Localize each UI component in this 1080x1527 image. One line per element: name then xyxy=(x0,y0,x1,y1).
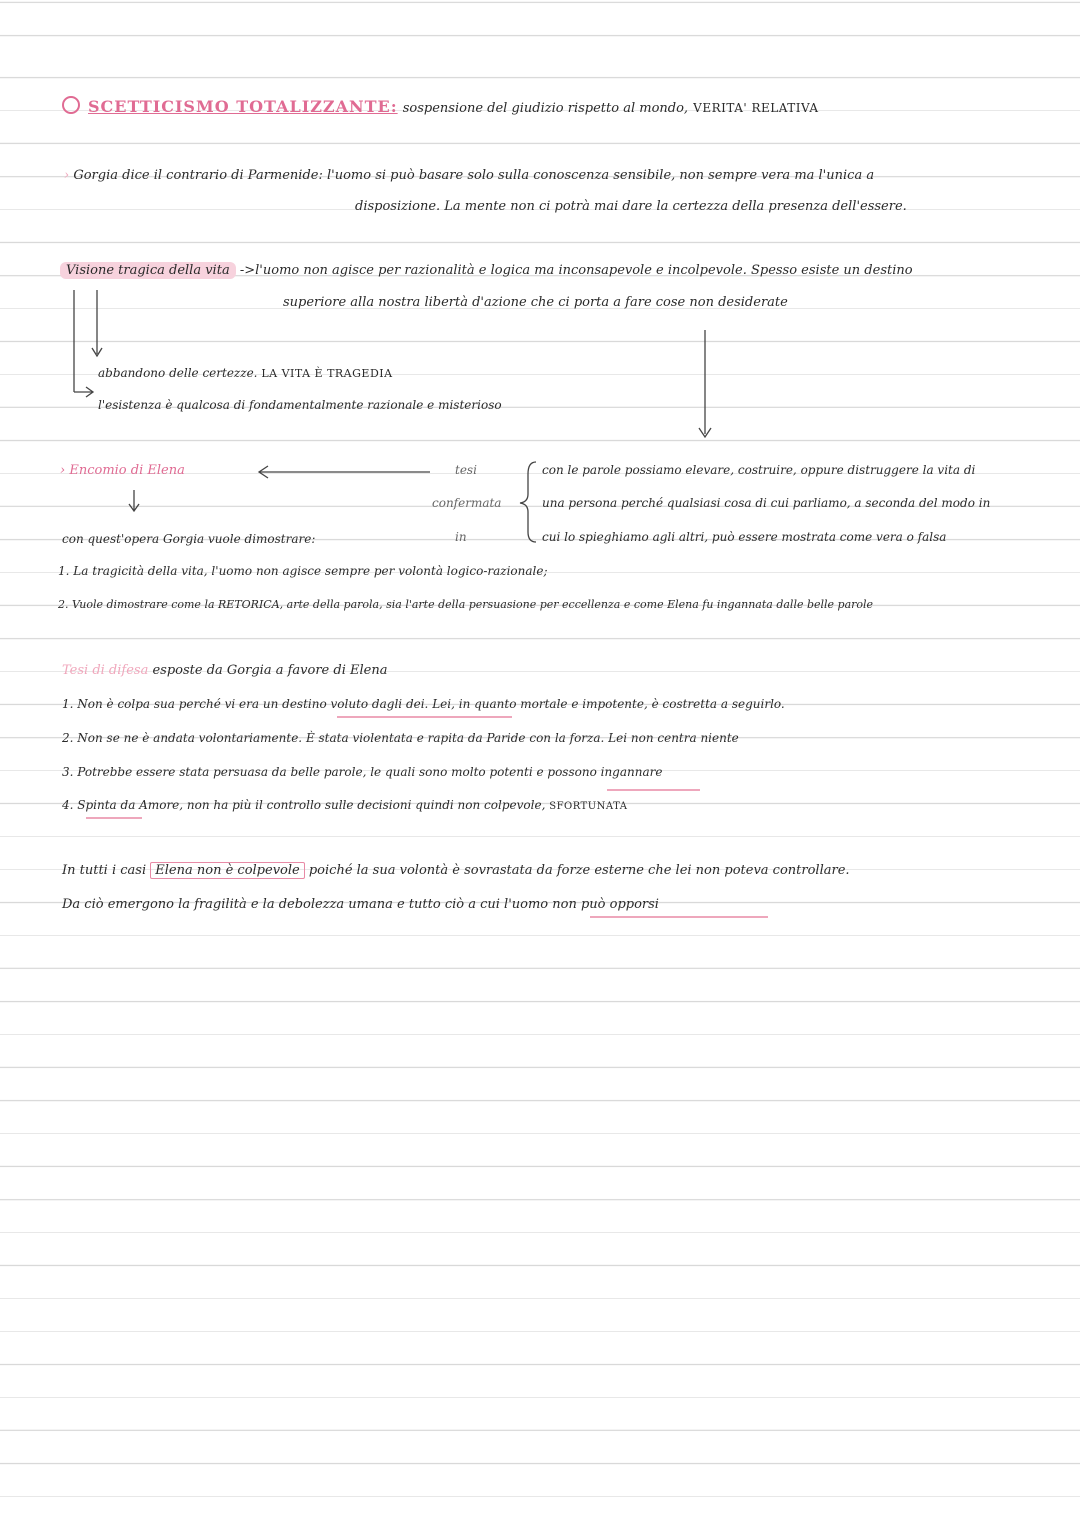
branch-1-caps: LA VITA È TRAGEDIA xyxy=(261,367,393,380)
arrow-icon: -> xyxy=(239,263,256,278)
conclusione-line-1 xyxy=(62,863,850,878)
gorgia-text-1: Gorgia dice il contrario di Parmenide: l'uomo si può basare solo sulla conoscenza sensibile, non sempre vera ma l'unica a xyxy=(73,168,875,183)
difesa-title-rest: esposte da Gorgia a favore di Elena xyxy=(152,663,388,678)
difesa-title-pink: Tesi di difesa xyxy=(62,663,149,678)
encomio-intro: con quest'opera Gorgia vuole dimostrare: xyxy=(62,532,316,546)
bullet-circle-icon xyxy=(62,96,80,114)
conclusione-pre: In tutti i casi xyxy=(62,863,147,878)
difesa-item-3: 3. Potrebbe essere stata persuasa da belle parole, le quali sono molto potenti e possono ingannare xyxy=(62,765,663,779)
encomio-right-2: una persona perché qualsiasi cosa di cui parliamo, a seconda del modo in xyxy=(542,496,991,510)
section-subtitle-caps: VERITA' RELATIVA xyxy=(693,101,819,115)
section-heading-row xyxy=(62,96,819,116)
branch-1-text: abbandono delle certezze. xyxy=(98,366,258,380)
encomio-right-1: con le parole possiamo elevare, costruire, oppure distruggere la vita di xyxy=(542,463,976,477)
difesa-item-4 xyxy=(62,798,627,812)
conclusione-post: poiché la sua volontà è sovrastata da forze esterne che lei non poteva controllare. xyxy=(308,863,850,878)
pink-bullet-icon: › xyxy=(64,168,70,183)
tesi-word-2: confermata xyxy=(432,496,502,510)
encomio-label-text: Encomio di Elena xyxy=(69,463,185,478)
visione-line-2: superiore alla nostra libertà d'azione che ci porta a fare cose non desiderate xyxy=(283,295,788,310)
branch-1 xyxy=(98,366,393,380)
branch-2: l'esistenza è qualcosa di fondamentalmente razionale e misterioso xyxy=(98,398,502,412)
visione-text-1: l'uomo non agisce per razionalità e logica ma inconsapevole e incolpevole. Spesso esiste un destino xyxy=(255,263,913,278)
encomio-point-2: 2. Vuole dimostrare come la RETORICA, arte della parola, sia l'arte della persuasione per eccellenza e come Elena fu ingannata dalle belle parole xyxy=(58,598,874,611)
encomio-label xyxy=(60,463,185,478)
tesi-word-3: in xyxy=(455,530,467,544)
brace xyxy=(520,462,536,542)
encomio-right-3: cui lo spieghiamo agli altri, può essere mostrata come vera o falsa xyxy=(542,530,947,544)
difesa-item-4-caps: SFORTUNATA xyxy=(549,801,628,812)
difesa-item-1: 1. Non è colpa sua perché vi era un destino voluto dagli dei. Lei, in quanto mortale e impotente, è costretta a seguirlo. xyxy=(62,697,785,711)
encomio-point-1: 1. La tragicità della vita, l'uomo non agisce sempre per volontà logico-razionale; xyxy=(58,564,548,578)
conclusione-line-2: Da ciò emergono la fragilità e la debolezza umana e tutto ciò a cui l'uomo non può opporsi xyxy=(62,897,659,912)
visione-row xyxy=(60,263,913,278)
gorgia-line-2: disposizione. La mente non ci potrà mai dare la certezza della presenza dell'essere. xyxy=(355,199,907,214)
difesa-title xyxy=(62,663,387,678)
conclusione-boxed: Elena non è colpevole xyxy=(150,862,304,879)
section-subtitle: sospensione del giudizio rispetto al mondo, xyxy=(402,101,689,116)
section-title: SCETTICISMO TOTALIZZANTE: xyxy=(88,97,398,116)
gorgia-line-1 xyxy=(64,168,874,183)
visione-label: Visione tragica della vita xyxy=(60,262,236,279)
tesi-word-1: tesi xyxy=(455,463,477,477)
difesa-item-2: 2. Non se ne è andata volontariamente. È stata violentata e rapita da Paride con la forza. Lei non centra niente xyxy=(62,731,739,745)
difesa-item-4-text: 4. Spinta da Amore, non ha più il controllo sulle decisioni quindi non colpevole, xyxy=(62,798,546,812)
pink-bullet-icon: › xyxy=(60,463,66,478)
